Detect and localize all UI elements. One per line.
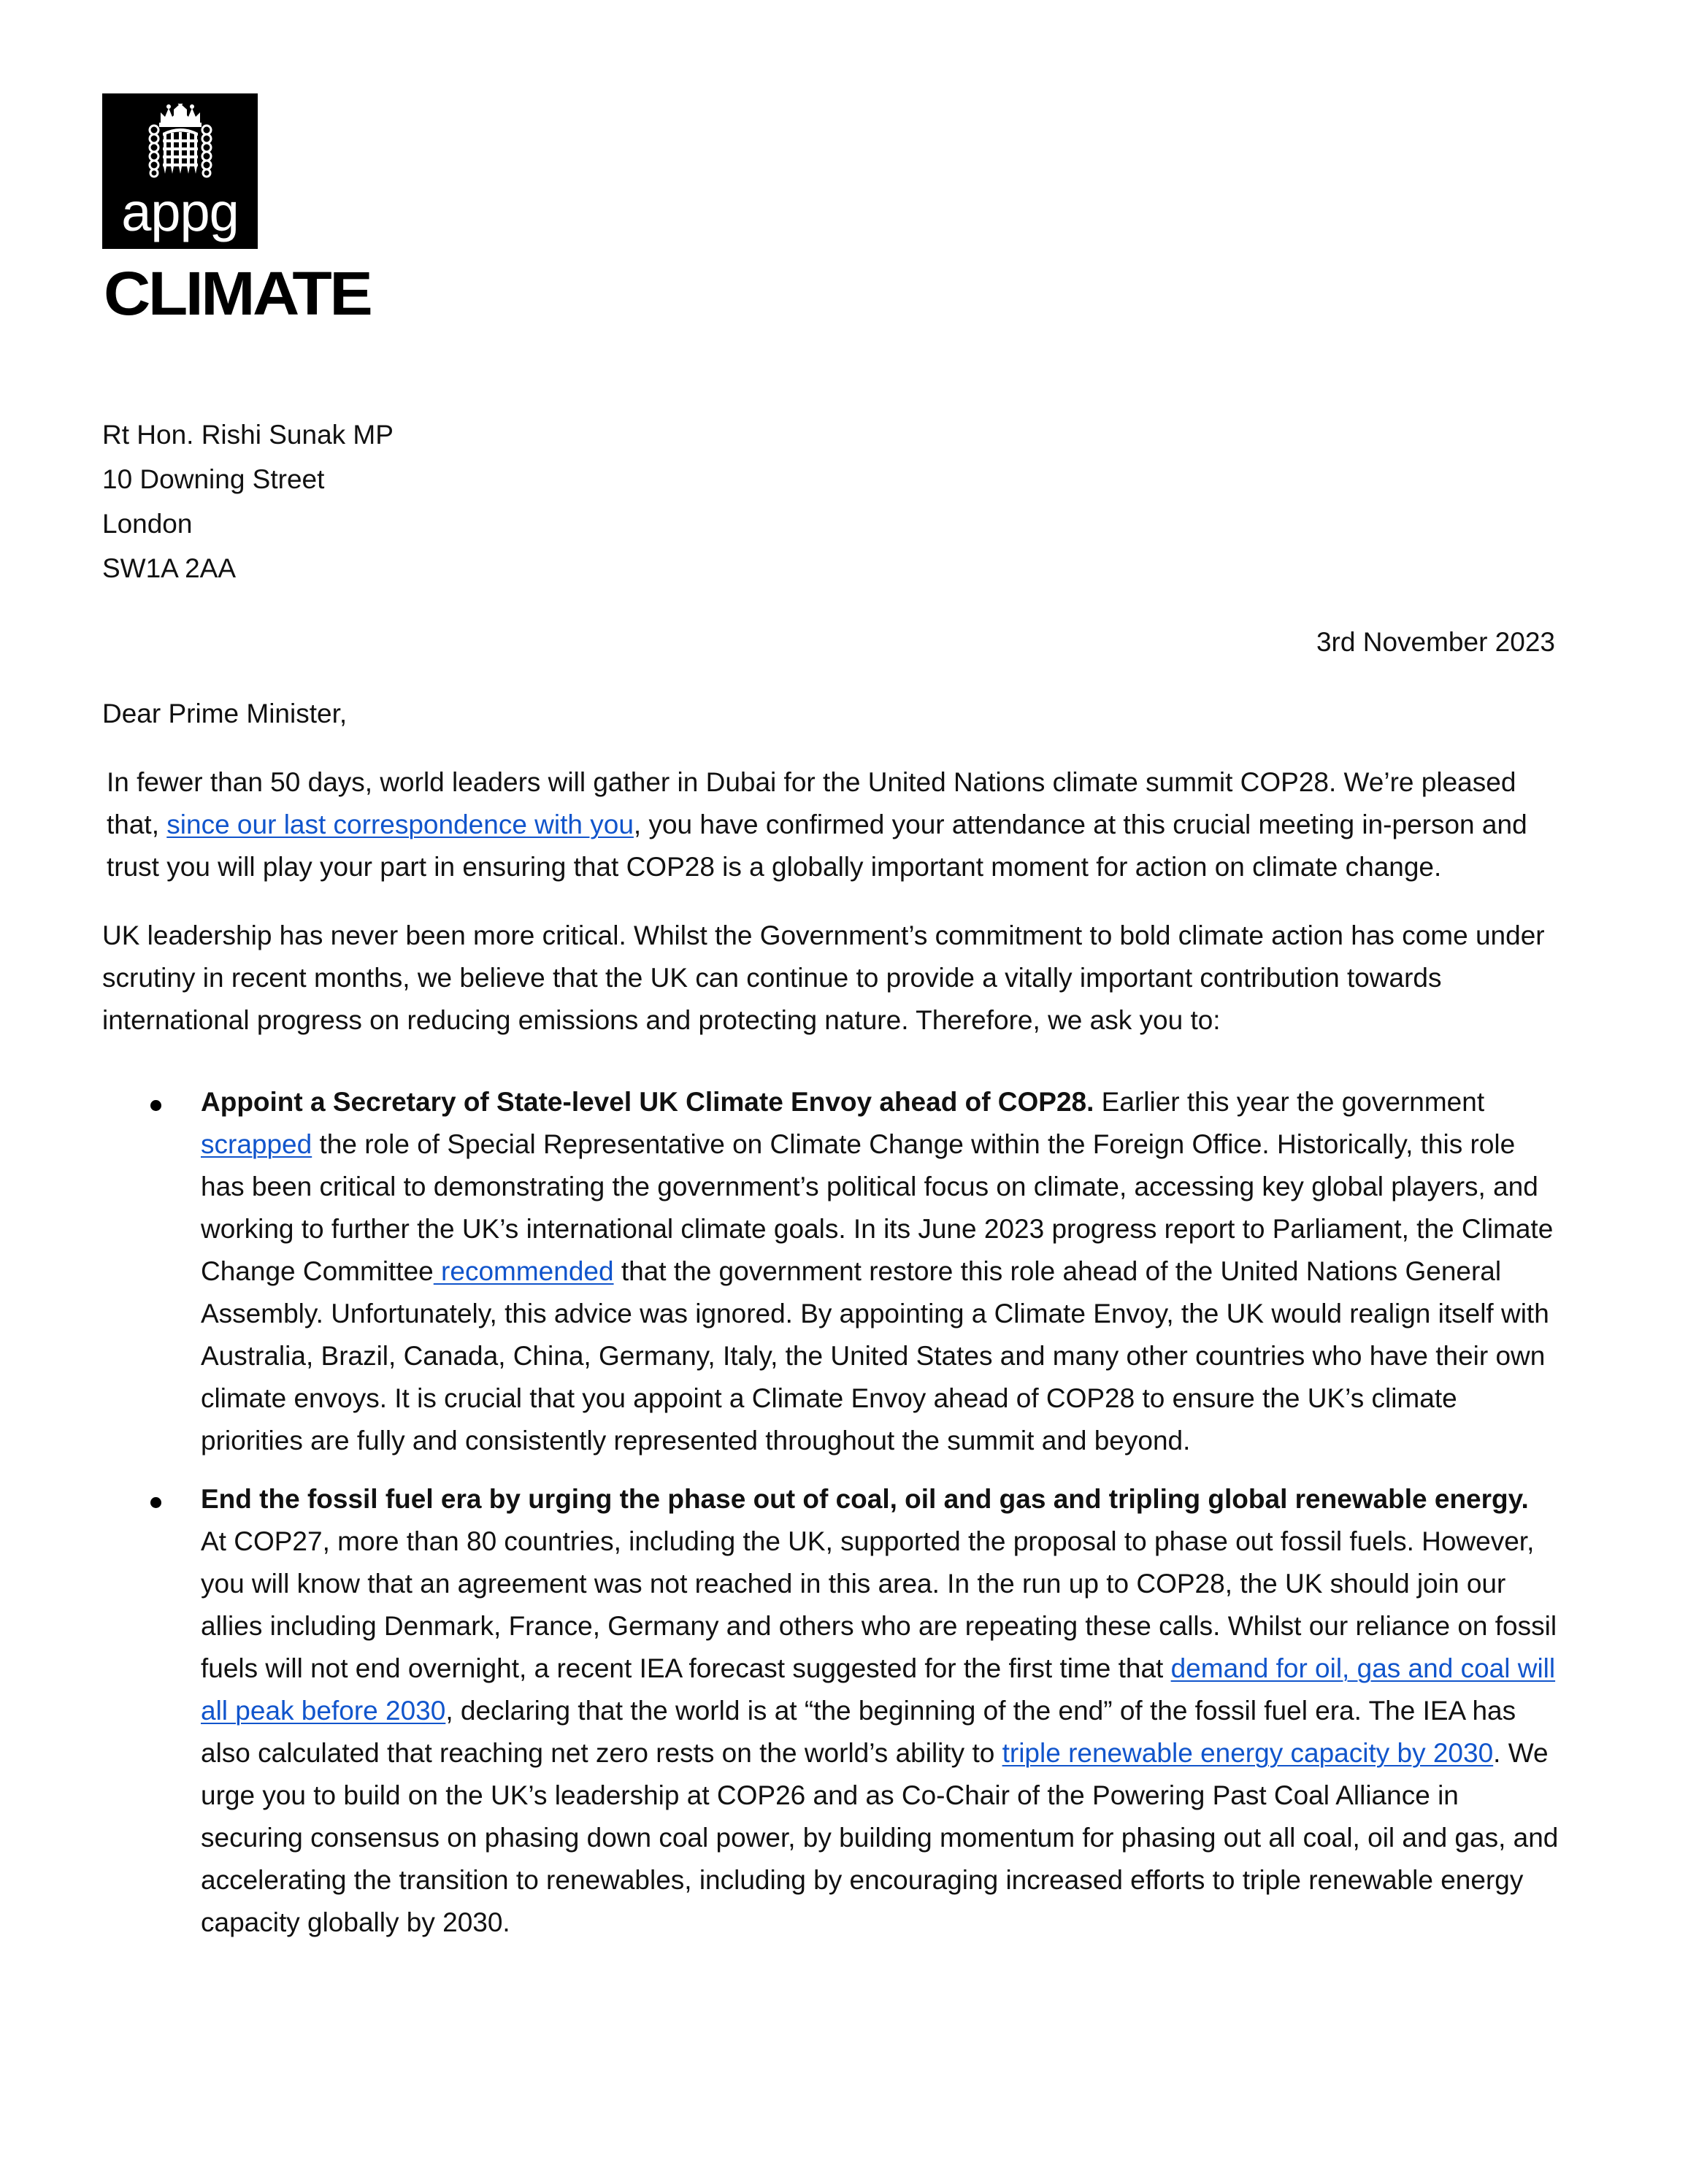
ask-2-body-3: . We urge you to build on the UK’s leadership at COP26 and as Co-Chair of the Powering Past Coal Alliance in securing consensus on phasing down coal power, by building momentum for phasing out all coal, oil and gas, and accelerating the transition to renewables, including by encouraging increased efforts to triple renewable energy capacity globally by 2030. — [201, 1738, 1559, 1937]
letter-date: 3rd November 2023 — [1316, 627, 1555, 657]
list-item — [102, 1462, 1559, 1944]
ask-1-lead: Appoint a Secretary of State-level UK Climate Envoy ahead of COP28. — [201, 1087, 1094, 1117]
link-demand-peak-2030[interactable]: demand for oil, gas and coal will all peak before 2030 — [201, 1653, 1556, 1726]
paragraph-1 — [102, 735, 1559, 888]
letter-body — [102, 412, 1559, 1944]
link-last-correspondence[interactable]: since our last correspondence with you — [166, 810, 634, 839]
climate-wordmark: CLIMATE — [104, 259, 371, 328]
recipient-address — [102, 412, 1559, 591]
salutation: Dear Prime Minister, — [102, 699, 348, 728]
ask-2-body-1: At COP27, more than 80 countries, including the UK, supported the proposal to phase out fossil fuels. However, you will know that an agreement was not reached in this area. In the run up to COP28, the UK should join our allies including Denmark, France, Germany and others who are repeating these calls. Whilst our reliance on fossil fuels will not end overnight, a recent IEA forecast suggested for the first time that — [201, 1526, 1557, 1683]
ask-1-body-1: Earlier this year the government — [1094, 1087, 1485, 1117]
portcullis-crown-icon — [136, 104, 225, 190]
ask-2-body-2: , declaring that the world is at “the beginning of the end” of the fossil fuel era. The IEA has also calculated that reaching net zero rests on the world’s ability to — [201, 1696, 1516, 1768]
appg-badge-text: appg — [121, 182, 239, 242]
ask-2-lead: End the fossil fuel era by urging the phase out of coal, oil and gas and tripling global renewable energy. — [201, 1484, 1529, 1514]
link-recommended[interactable]: recommended — [433, 1256, 614, 1286]
address-line: SW1A 2AA — [102, 553, 237, 583]
letterhead — [102, 93, 759, 328]
appg-logo-badge — [102, 93, 258, 249]
paragraph-1-text-part-1: In fewer than 50 days, world leaders will gather in Dubai for the United Nations climate summit COP28. We’re pleased that, — [107, 767, 1516, 839]
address-line: Rt Hon. Rishi Sunak MP — [102, 420, 394, 450]
link-scrapped[interactable]: scrapped — [201, 1129, 312, 1159]
address-line: 10 Downing Street — [102, 464, 325, 494]
ask-1-body-3: that the government restore this role ahead of the United Nations General Assembly. Unfortunately, this advice was ignored. By appointing a Climate Envoy, the UK would realign itself with Australia, Brazil, Canada, China, Germany, Italy, the United States and many other countries who have their own climate envoys. It is crucial that you appoint a Climate Envoy ahead of COP28 to ensure the UK’s climate priorities are fully and consistently represented throughout the summit and beyond. — [201, 1256, 1549, 1456]
asks-list — [102, 1042, 1559, 1944]
paragraph-2: UK leadership has never been more critical. Whilst the Government’s commitment to bold climate action has come under scrutiny in recent months, we believe that the UK can continue to provide a vitally important contribution towards international progress on reducing emissions and protecting nature. Therefore, we ask you to: — [102, 920, 1545, 1035]
ask-1-body-2: the role of Special Representative on Climate Change within the Foreign Office. Historically, this role has been critical to demonstrating the government’s political focus on climate, accessing key global players, and working to further the UK’s international climate goals. In its June 2023 progress report to Parliament, the Climate Change Committee — [201, 1129, 1554, 1286]
list-item — [102, 1065, 1559, 1462]
link-triple-renewables-2030[interactable]: triple renewable energy capacity by 2030 — [1002, 1738, 1494, 1768]
paragraph-1-text-part-2: , you have confirmed your attendance at this crucial meeting in-person and trust you will play your part in ensuring that COP28 is a globally important moment for action on climate change. — [107, 810, 1527, 882]
address-line: London — [102, 509, 193, 539]
